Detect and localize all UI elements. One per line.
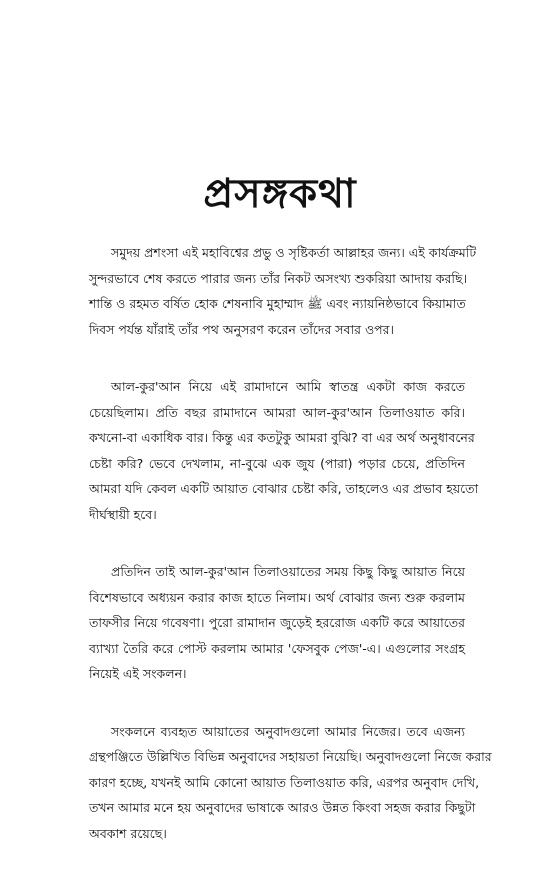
text-line: নিয়েই এই সংকলন। — [89, 666, 187, 681]
body-text — [89, 240, 492, 878]
text-line: দীর্ঘস্থায়ী হবে। — [89, 506, 157, 522]
text-line: কারণ হচ্ছে, যখনই আমি কোনো আয়াত তিলাওয়াত করি, এরপর অনুবাদ দেখি, — [89, 774, 480, 790]
text-line: বিশেষভাবে অধ্যয়ন করার কাজ হাতে নিলাম। অর্থ বোঝার জন্য শুরু করলাম — [89, 589, 465, 605]
text-line: দিবস পর্যন্ত যাঁরাই তাঁর পথ অনুসরণ করেন তাঁদের সবার ওপর। — [89, 321, 395, 337]
text-line: তখন আমার মনে হয় অনুবাদের ভাষাকে আরও উন্নত কিংবা সহজ করার কিছুটা — [89, 800, 476, 815]
text-line: অবকাশ রয়েছে। — [89, 825, 167, 841]
paragraph-2 — [89, 374, 479, 527]
text-line: শান্তি ও রহমত বর্ষিত হোক শেষনাবি মুহাম্মাদ ﷺ এবং ন্যায়নিষ্ঠভাবে কিয়ামাত — [89, 296, 466, 311]
text-line: সংকলনে ব্যবহৃত আয়াতের অনুবাদগুলো আমার নিজের। তবে এজন্য — [111, 723, 465, 739]
paragraph-1 — [89, 240, 477, 342]
text-line: সুন্দরভাবে শেষ করতে পারার জন্য তাঁর নিকট অসংখ্য শুকরিয়া আদায় করছি। — [89, 270, 468, 286]
text-line: সমুদয় প্রশংসা এই মহাবিশ্বের প্রভু ও সৃষ্টিকর্তা আল্লাহর জন্য। এই কার্যক্রমটি — [111, 245, 477, 260]
paragraph-4 — [89, 719, 492, 847]
text-line: আমরা যদি কেবল একটি আয়াত বোঝার চেষ্টা করি, তাহলেও এর প্রভাব হয়তো — [89, 481, 479, 496]
text-line: কখনো-বা একাধিক বার। কিন্তু এর কতটুকু আমরা বুঝি? বা এর অর্থ অনুধাবনের — [89, 430, 475, 445]
text-line: প্রতিদিন তাই আল-কুর'আন তিলাওয়াতের সময় কিছু কিছু আয়াত নিয়ে — [111, 564, 465, 579]
text-line: আল-কুর'আন নিয়ে এই রামাদানে আমি স্বাতন্ত্র একটা কাজ করতে — [111, 379, 465, 394]
page-title: প্রসঙ্গকথা — [203, 171, 357, 217]
paragraph-3 — [89, 559, 465, 687]
text-line: ব্যাখ্যা তৈরি করে পোস্ট করলাম আমার 'ফেসবুক পেজ'-এ। এগুলোর সংগ্রহ — [89, 640, 465, 656]
text-line: গ্রন্থপঞ্জিতে উল্লিখিত বিভিন্ন অনুবাদের সহায়তা নিয়েছি। অনুবাদগুলো নিজে করার — [89, 749, 492, 764]
text-line: তাফসীর নিয়ে গবেষণা। পুরো রামাদান জুড়েই হররোজ একটি করে আয়াতের — [89, 615, 465, 630]
text-line: চেষ্টা করি? ভেবে দেখলাম, না-বুঝে এক জুয (পারা) পড়ার চেয়ে, প্রতিদিন — [89, 455, 465, 471]
text-line: চেয়েছিলাম। প্রতি বছর রামাদানে আমরা আল-কুর'আন তিলাওয়াত করি। — [89, 404, 465, 420]
